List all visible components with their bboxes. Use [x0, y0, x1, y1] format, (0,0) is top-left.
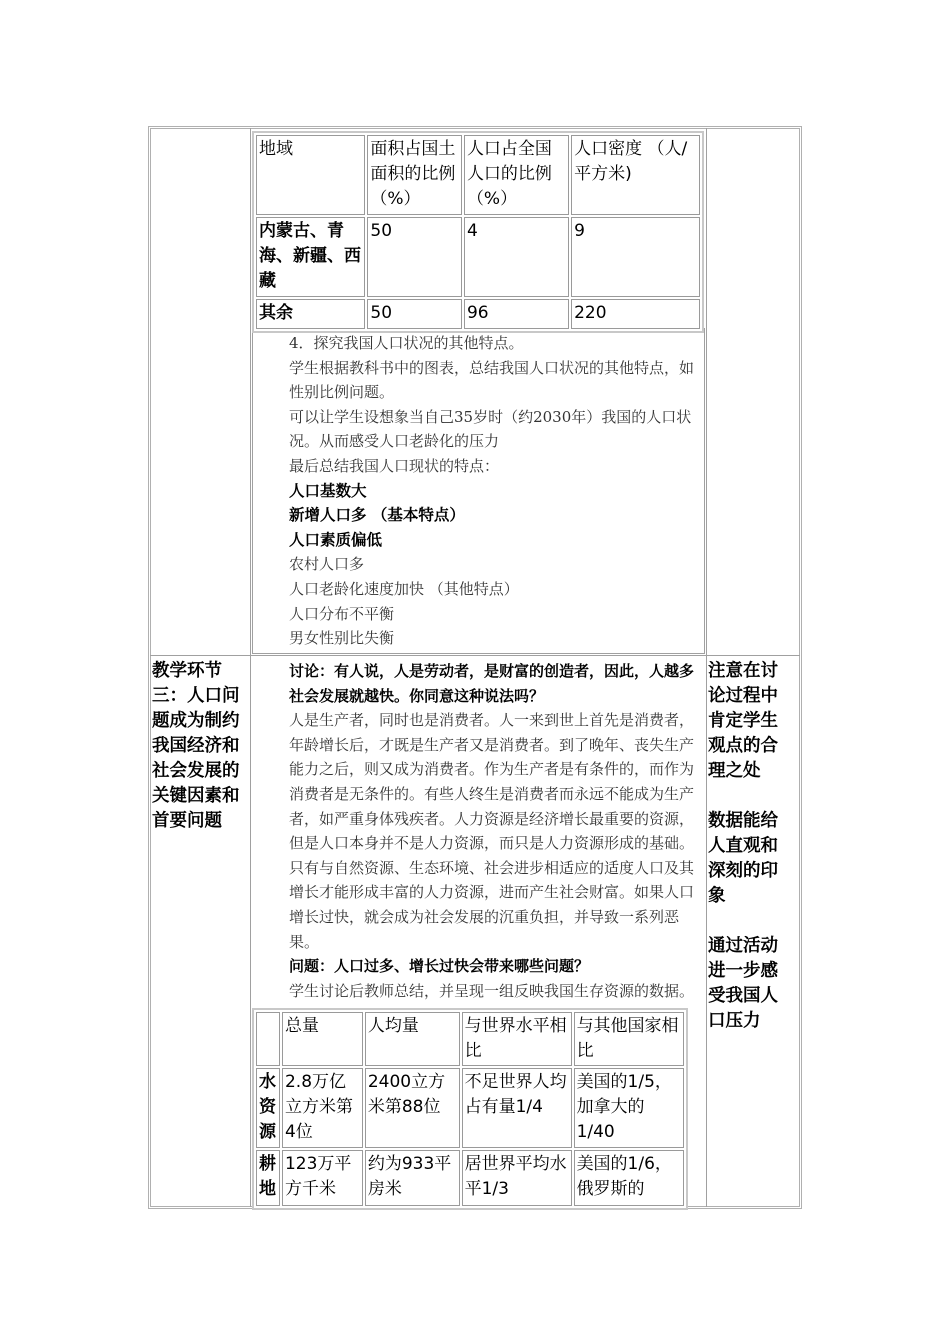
teaching-notes	[708, 659, 792, 1034]
table-cell: 内蒙古、青海、新疆、西藏	[256, 217, 365, 297]
paragraph: 人是生产者，同时也是消费者。人一来到世上首先是消费者，年龄增长后，才既是生产者又是消费者。到了晚年、丧失生产能力之后，则又成为消费者。作为生产者是有条件的，而作为消费者是无条件的。有些人终生是消费者而永远不能成为生产者，如严重身体残疾者。人力资源是经济增长最重要的资源，但是人口本身并不是人力资源，而只是人力资源形成的基础。只有与自然资源、生态环境、社会进步相适应的适度人口及其增长才能形成丰富的人力资源，进而产生社会财富。如果人口增长过快，就会成为社会发展的沉重负担，并导致一系列恶果。	[289, 711, 695, 951]
note: 数据能给人直观和深刻的印象	[708, 811, 778, 906]
table-cell: 其余	[256, 299, 365, 329]
table-cell: 美国的1/6，俄罗斯的	[574, 1150, 684, 1206]
table-cell: 居世界平均水平1/3	[462, 1150, 572, 1206]
table-header-row	[256, 135, 700, 215]
stage3-title: 教学环节三：人口问题成为制约我国经济和社会发展的关键因素和首要问题	[152, 661, 240, 831]
note: 注意在讨论过程中肯定学生观点的合理之处	[708, 661, 778, 781]
header-cell	[256, 1012, 280, 1066]
population-distribution-table	[252, 131, 704, 333]
section1-text	[255, 331, 705, 651]
table-cell: 96	[464, 299, 569, 329]
header-cell: 人口占全国人口的比例（%）	[464, 135, 569, 215]
point: 人口分布不平衡	[289, 604, 395, 623]
table-cell: 50	[367, 217, 462, 297]
table-row	[256, 217, 700, 297]
table-cell: 美国的1/5，加拿大的1/40	[574, 1068, 684, 1148]
header-cell: 总量	[282, 1012, 363, 1066]
point: 男女性别比失衡	[289, 629, 395, 648]
key-point: 人口基数大	[289, 481, 367, 500]
stage3-text	[255, 659, 707, 1003]
key-point: 新增人口多 （基本特点）	[289, 506, 465, 525]
table-row	[256, 1150, 684, 1206]
discussion-prompt: 讨论：有人说，人是劳动者，是财富的创造者，因此，人越多社会发展就越快。你同意这种说法吗？	[289, 662, 695, 705]
table-cell: 耕地	[256, 1150, 280, 1206]
column-divider-left	[250, 128, 251, 1207]
table-cell: 9	[571, 217, 700, 297]
note: 通过活动进一步感受我国人口压力	[708, 936, 778, 1031]
header-cell: 与世界水平相比	[462, 1012, 572, 1066]
paragraph: 4．探究我国人口状况的其他特点。	[289, 334, 524, 352]
header-cell: 面积占国土面积的比例 （%）	[367, 135, 462, 215]
header-cell: 地域	[256, 135, 365, 215]
table-cell: 2.8万亿立方米第4位	[282, 1068, 363, 1148]
table-cell: 4	[464, 217, 569, 297]
point: 人口老龄化速度加快 （其他特点）	[289, 579, 519, 598]
table-cell: 2400立方米第88位	[365, 1068, 460, 1148]
table-cell: 220	[571, 299, 700, 329]
key-point: 人口素质偏低	[289, 530, 383, 549]
question: 问题：人口过多、增长过快会带来哪些问题？	[289, 957, 590, 976]
table-cell: 123万平方千米	[282, 1150, 363, 1206]
table-header-row	[256, 1012, 684, 1066]
table-row	[256, 299, 700, 329]
row-divider	[150, 655, 800, 656]
table-row	[256, 1068, 684, 1148]
table-cell: 50	[367, 299, 462, 329]
header-cell: 与其他国家相比	[574, 1012, 684, 1066]
resources-table	[252, 1008, 688, 1210]
header-cell: 人口密度 （人/平方米)	[571, 135, 700, 215]
paragraph: 可以让学生设想象当自己35岁时（约2030年）我国的人口状况。从而感受人口老龄化的压力	[289, 407, 692, 451]
paragraph: 最后总结我国人口现状的特点：	[289, 456, 500, 475]
table-cell: 约为933平房米	[365, 1150, 460, 1206]
header-cell: 人均量	[365, 1012, 460, 1066]
point: 农村人口多	[289, 555, 365, 574]
paragraph: 学生根据教科书中的图表，总结我国人口状况的其他特点，如性别比例问题。	[289, 358, 695, 402]
table-cell: 不足世界人均占有量1/4	[462, 1068, 572, 1148]
table-cell: 水资源	[256, 1068, 280, 1148]
paragraph: 学生讨论后教师总结，并呈现一组反映我国生存资源的数据。	[289, 981, 695, 1000]
